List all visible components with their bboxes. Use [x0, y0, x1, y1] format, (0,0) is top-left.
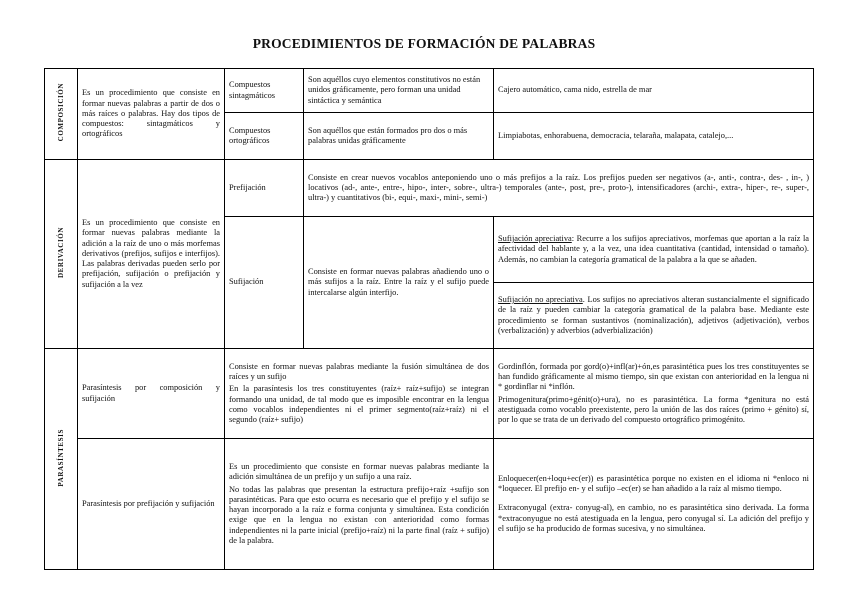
- sufijacion-apreciativa-title: Sufijación apreciativa: [498, 234, 572, 244]
- section-label-parasintesis: PARASÍNTESIS: [56, 428, 65, 487]
- sufijacion-description: Consiste en formar nuevas palabras añadiendo uno o más sufijos a la raíz. Entre la raíz y el sufijo puede intercalarse algún interfijo.: [304, 217, 494, 349]
- section-derivacion: [45, 160, 78, 349]
- parasintesis-prefijacion-description-2: No todas las palabras que presentan la estructura prefijo+raíz +sufijo son parasintéticas. Para que esto ocurra es necesario que el prefijo y el sufijo se hayan incorporado a la raíz e forma conjunta y simultánea. Esta condición exige que en la lengua no existan con anterioridad como formas independientes ni la parte inicial (prefijo+raíz) ni la parte final (raíz + sufijo) de la palabra.: [229, 484, 489, 545]
- procedures-table: [44, 68, 814, 570]
- parasintesis-prefijacion-description-1: Es un procedimiento que consiste en formar nuevas palabras mediante la adición simultánea de un prefijo y un sufijo a una raíz.: [229, 462, 489, 482]
- parasintesis-prefijacion-example-1: Enloquecer(en+loqu+ec(er)) es parasintética porque no existen en el idioma ni *enloco ni *loquecer. El prefijo en- y el sufijo –ec(er) se han añadido a la raíz al mismo tiempo.: [498, 473, 809, 494]
- page-title: PROCEDIMIENTOS DE FORMACIÓN DE PALABRAS: [252, 36, 596, 51]
- derivacion-definition: Es un procedimiento que consiste en formar nuevas palabras mediante la adición a la raíz de uno o más morfemas derivativos (prefijos, sufijos e interfijos). Las palabras derivadas pueden serlo por prefijación, sufijación o prefijación y sufijación a la vez: [78, 160, 225, 349]
- section-composicion: [45, 69, 78, 160]
- parasintesis-composicion-description-2: En la parasíntesis los tres constituyentes (raíz+ raíz+sufijo) se integran formando una unidad, de tal modo que es imposible encontrar en la lengua como vocablos independientes ni el primer segmento(raíz+raíz) ni el segundo (raíz+ sufijo): [229, 384, 489, 424]
- sufijacion-no-apreciativa-text: . Los sufijos no apreciativos alteran sustancialmente el significado de la raíz y pueden cambiar la categoría gramatical de la palabra base. Mediante este procedimiento se forman sustantivos (nominalización), adjetivos (adjetivación), verbos (verbalización) y adverbios (adverbialización): [498, 295, 810, 335]
- parasintesis-composicion-example-2: Primogenitura(primo+génit(o)+ura), no es parasintética. La forma *genitura no está atestiguada como vocablo preexistente, pero la unión de las dos raíces (primo + génito) sí, por lo que se trata de un derivado del compuesto ortográfico primogénito.: [498, 394, 809, 424]
- sufijacion-no-apreciativa-title: Sufijación no apreciativa: [498, 295, 583, 304]
- prefijacion-description: Consiste en crear nuevos vocablos anteponiendo uno o más prefijos a la raíz. Los prefijos pueden ser negativos (a-, anti-, contra-, des- , in-, ) locativos (ad-, ante-, entre-, hipo-, inter-, sobre-, ultra-) temporales (ante-, post, pre-, proto-), intensificadores (archi-, extra-, hiper-, re-, super-, ultra-) y cuantitativos (bi-, equi-, maxi-, mini-, semi-): [304, 160, 814, 217]
- row-prefijacion: [45, 160, 814, 217]
- parasintesis-prefijacion-description: [225, 439, 494, 570]
- sufijacion-no-apreciativa-cell: [494, 283, 814, 349]
- parasintesis-prefijacion-name: Parasíntesis por prefijación y sufijación: [78, 439, 225, 570]
- prefijacion-name: Prefijación: [225, 160, 304, 217]
- sufijacion-apreciativa-cell: [494, 217, 814, 283]
- parasintesis-prefijacion-example-2: Extraconyugal (extra- conyug-al), en cambio, no es parasintética sino derivada. La forma *extraconyugue no está atestiguada en la lengua, pero conyugal sí. La adición del prefijo y el sufijo se ha producido de formas sucesiva, y no simultánea.: [498, 503, 809, 533]
- row-compuestos-sintagmaticos: [45, 69, 814, 113]
- compuestos-ortograficos-examples: Limpiabotas, enhorabuena, democracia, telaraña, malapata, catalejo,...: [494, 113, 814, 160]
- compuestos-ortograficos-name: Compuestos ortográficos: [225, 113, 304, 160]
- row-parasintesis-composicion: [45, 349, 814, 439]
- section-parasintesis: [45, 349, 78, 570]
- sufijacion-name: Sufijación: [225, 217, 304, 349]
- parasintesis-composicion-name: Parasíntesis por composición y sufijación: [78, 349, 225, 439]
- composicion-definition: Es un procedimiento que consiste en formar nuevas palabras a partir de dos o más raíces o palabras. Hay dos tipos de compuestos: sintagmáticos y ortográficos: [78, 69, 225, 160]
- section-label-derivacion: DERIVACIÓN: [56, 226, 65, 278]
- compuestos-sintagmaticos-name: Compuestos sintagmáticos: [225, 69, 304, 113]
- parasintesis-prefijacion-examples: [494, 439, 814, 570]
- parasintesis-composicion-examples: [494, 349, 814, 439]
- row-parasintesis-prefijacion: [45, 439, 814, 570]
- compuestos-sintagmaticos-description: Son aquéllos cuyo elementos constitutivos no están unidos gráficamente, pero forman una unidad sintáctica y semántica: [304, 69, 494, 113]
- parasintesis-composicion-description-1: Consiste en formar nuevas palabras mediante la fusión simultánea de dos raíces y un sufijo: [229, 361, 489, 381]
- sufijacion-apreciativa-text: : Recurre a los sufijos apreciativos, morfemas que aportan a la raíz la afectividad del hablante y, a la vez, una idea cuantitativa (cantidad, intensidad o tamaño). Además, no cambian la categoría gramatical de la palabra a la que se añaden.: [498, 234, 810, 264]
- parasintesis-composicion-example-1: Gordinflón, formada por gord(o)+infl(ar)+ón,es parasintética pues los tres constituyentes se han fundido gráficamente al mismo tiempo, sin que existan con anterioridad en la lengua ni * gordinflar ni *inflón.: [498, 361, 809, 392]
- section-label-composicion: COMPOSICIÓN: [56, 83, 65, 142]
- parasintesis-composicion-description: [225, 349, 494, 439]
- compuestos-ortograficos-description: Son aquéllos que están formados pro dos o más palabras unidas gráficamente: [304, 113, 494, 160]
- compuestos-sintagmaticos-examples: Cajero automático, cama nido, estrella de mar: [494, 69, 814, 113]
